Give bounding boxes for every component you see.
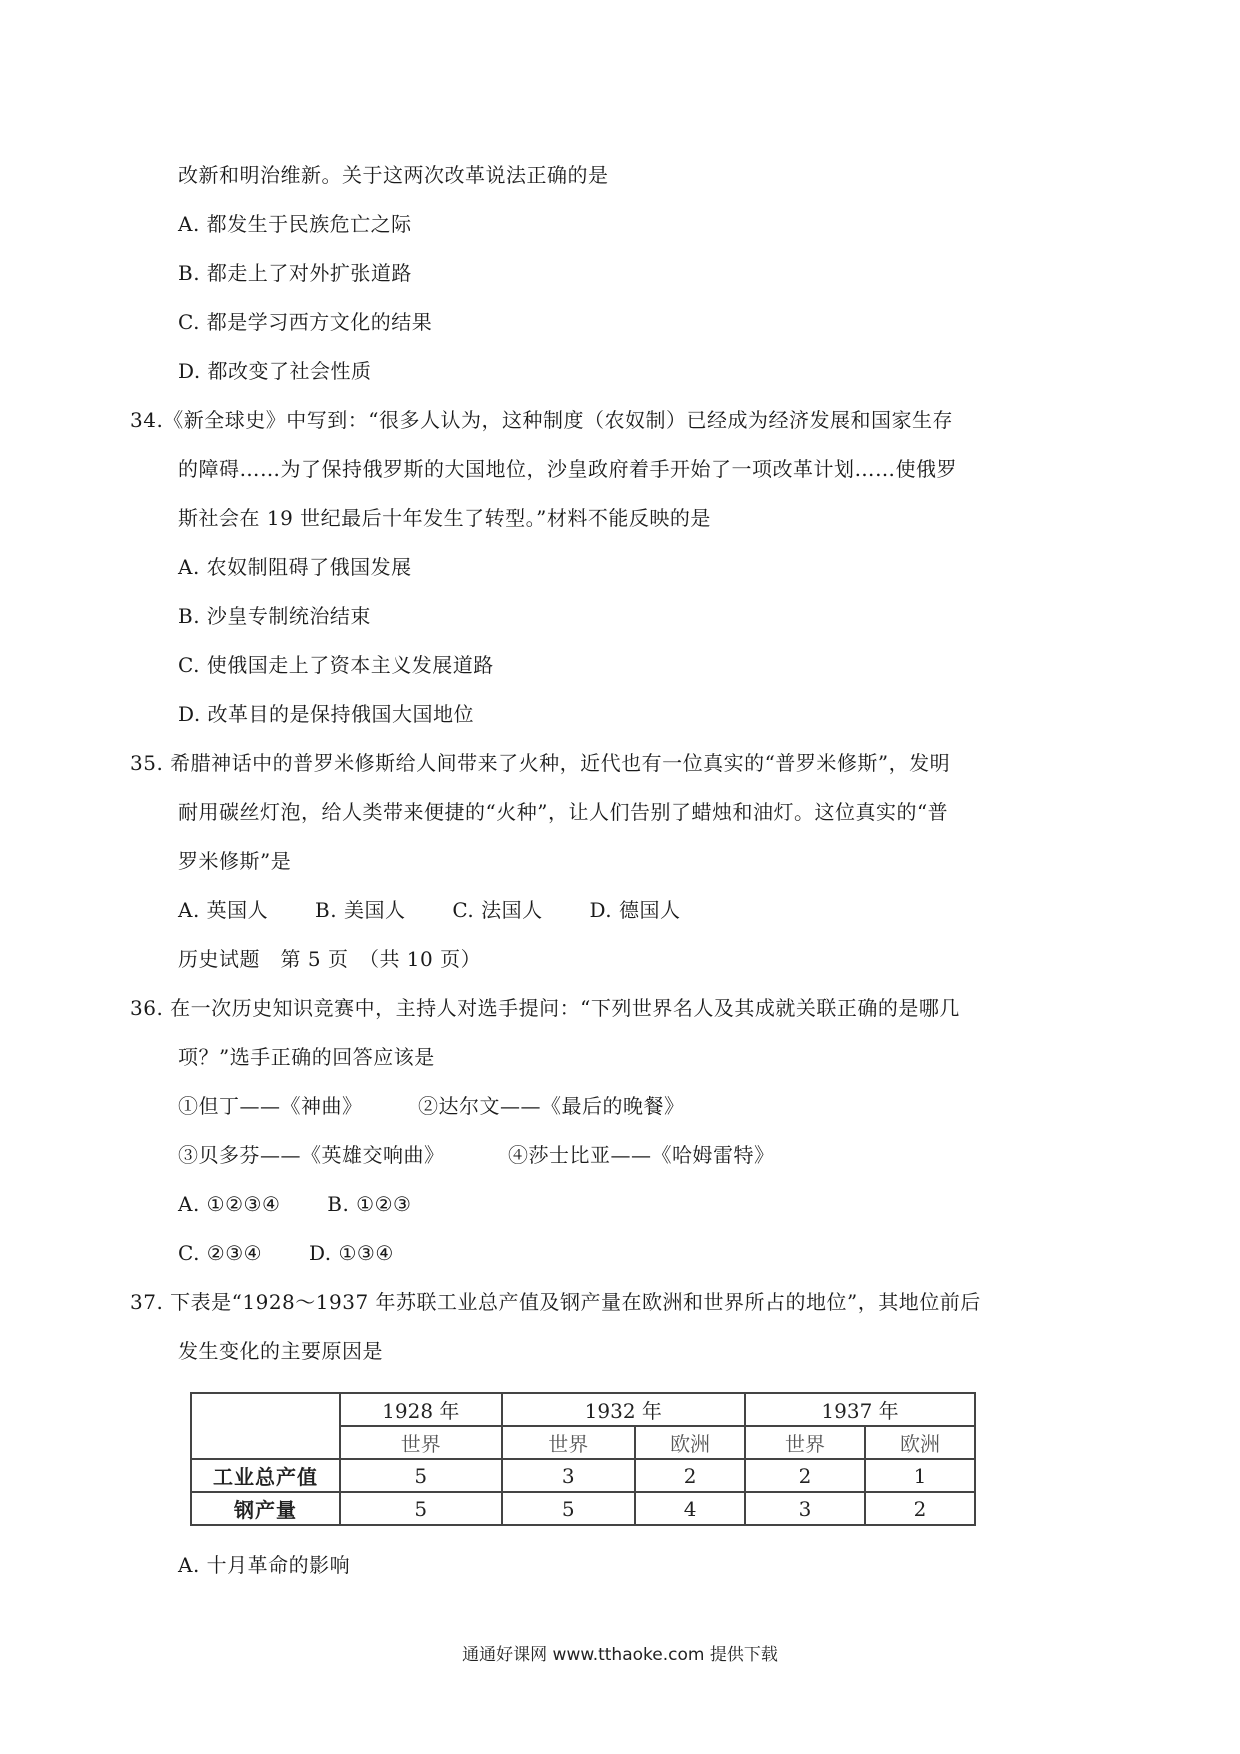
table-cell: 2 (865, 1492, 975, 1525)
q36-item-4: ④莎士比亚——《哈姆雷特》 (508, 1143, 775, 1167)
q35-option-d: D. 德国人 (589, 898, 681, 922)
q36-option-c: C. ②③④ (178, 1241, 263, 1265)
table-subhead-cell: 世界 (745, 1426, 865, 1459)
table-subhead-cell: 欧洲 (865, 1426, 975, 1459)
table-subhead-cell: 世界 (340, 1426, 501, 1459)
q36-options-row-2 (178, 1241, 394, 1265)
q34-stem-line-3: 斯社会在 19 世纪最后十年发生了转型。”材料不能反映的是 (178, 506, 711, 530)
q34-option-c: C. 使俄国走上了资本主义发展道路 (178, 653, 494, 677)
q34-option-b: B. 沙皇专制统治结束 (178, 604, 371, 628)
q37-option-a: A. 十月革命的影响 (178, 1553, 351, 1577)
q34-option-a: A. 农奴制阻碍了俄国发展 (178, 555, 412, 579)
table-cell: 3 (745, 1492, 865, 1525)
q36-item-1: ①但丁——《神曲》 (178, 1094, 363, 1118)
q37-stem-line-1: 37. 下表是“1928～1937 年苏联工业总产值及钢产量在欧洲和世界所占的地位”，其地位前后 (130, 1290, 981, 1314)
table-subhead-cell: 世界 (502, 1426, 636, 1459)
table-cell: 1 (865, 1459, 975, 1492)
q35-stem-line-1: 35. 希腊神话中的普罗米修斯给人间带来了火种，近代也有一位真实的“普罗米修斯”，发明 (130, 751, 951, 775)
table-year-cell: 1932 年 (502, 1393, 746, 1426)
q33-continuation: 改新和明治维新。关于这两次改革说法正确的是 (178, 163, 609, 187)
q35-option-a: A. 英国人 (178, 898, 269, 922)
table-cell: 5 (340, 1459, 501, 1492)
table-cell: 5 (340, 1492, 501, 1525)
q35-stem-line-3: 罗米修斯”是 (178, 849, 292, 873)
table-corner-cell (191, 1393, 340, 1459)
page-label: 历史试题 第 5 页 （共 10 页） (178, 947, 482, 971)
table-row-label: 钢产量 (191, 1492, 340, 1525)
q36-stem-line-1: 36. 在一次历史知识竞赛中，主持人对选手提问：“下列世界名人及其成就关联正确的是哪几 (130, 996, 960, 1020)
table-cell: 5 (502, 1492, 636, 1525)
q36-item-2: ②达尔文——《最后的晚餐》 (418, 1094, 685, 1118)
q35-stem-line-2: 耐用碳丝灯泡，给人类带来便捷的“火种”，让人们告别了蜡烛和油灯。这位真实的“普 (178, 800, 949, 824)
table-cell: 3 (502, 1459, 636, 1492)
table-cell: 2 (635, 1459, 745, 1492)
q34-option-d: D. 改革目的是保持俄国大国地位 (178, 702, 475, 726)
table-cell: 2 (745, 1459, 865, 1492)
q37-stem-line-2: 发生变化的主要原因是 (178, 1339, 383, 1363)
q36-option-a: A. ①②③④ (178, 1192, 281, 1216)
download-footer: 通通好课网 www.tthaoke.com 提供下载 (462, 1645, 778, 1665)
q36-option-b: B. ①②③ (327, 1192, 412, 1216)
q33-option-b: B. 都走上了对外扩张道路 (178, 261, 412, 285)
soviet-output-table (190, 1392, 976, 1526)
table-subhead-cell: 欧洲 (635, 1426, 745, 1459)
q33-option-a: A. 都发生于民族危亡之际 (178, 212, 412, 236)
table-year-cell: 1937 年 (745, 1393, 975, 1426)
q36-option-d: D. ①③④ (308, 1241, 394, 1265)
table-year-cell: 1928 年 (340, 1393, 501, 1426)
q35-options (178, 898, 681, 922)
table-row (191, 1492, 975, 1525)
q36-item-3: ③贝多芬——《英雄交响曲》 (178, 1143, 445, 1167)
table-row-label: 工业总产值 (191, 1459, 340, 1492)
q35-option-c: C. 法国人 (452, 898, 543, 922)
q33-option-d: D. 都改变了社会性质 (178, 359, 372, 383)
table-header-row-years (191, 1393, 975, 1426)
table-cell: 4 (635, 1492, 745, 1525)
q34-stem-line-1: 34.《新全球史》中写到：“很多人认为，这种制度（农奴制）已经成为经济发展和国家生存 (130, 408, 954, 432)
q36-options-row-1 (178, 1192, 411, 1216)
q35-option-b: B. 美国人 (315, 898, 406, 922)
table-row (191, 1459, 975, 1492)
q36-stem-line-2: 项？”选手正确的回答应该是 (178, 1045, 435, 1069)
q33-option-c: C. 都是学习西方文化的结果 (178, 310, 433, 334)
q34-stem-line-2: 的障碍……为了保持俄罗斯的大国地位，沙皇政府着手开始了一项改革计划……使俄罗 (178, 457, 957, 481)
